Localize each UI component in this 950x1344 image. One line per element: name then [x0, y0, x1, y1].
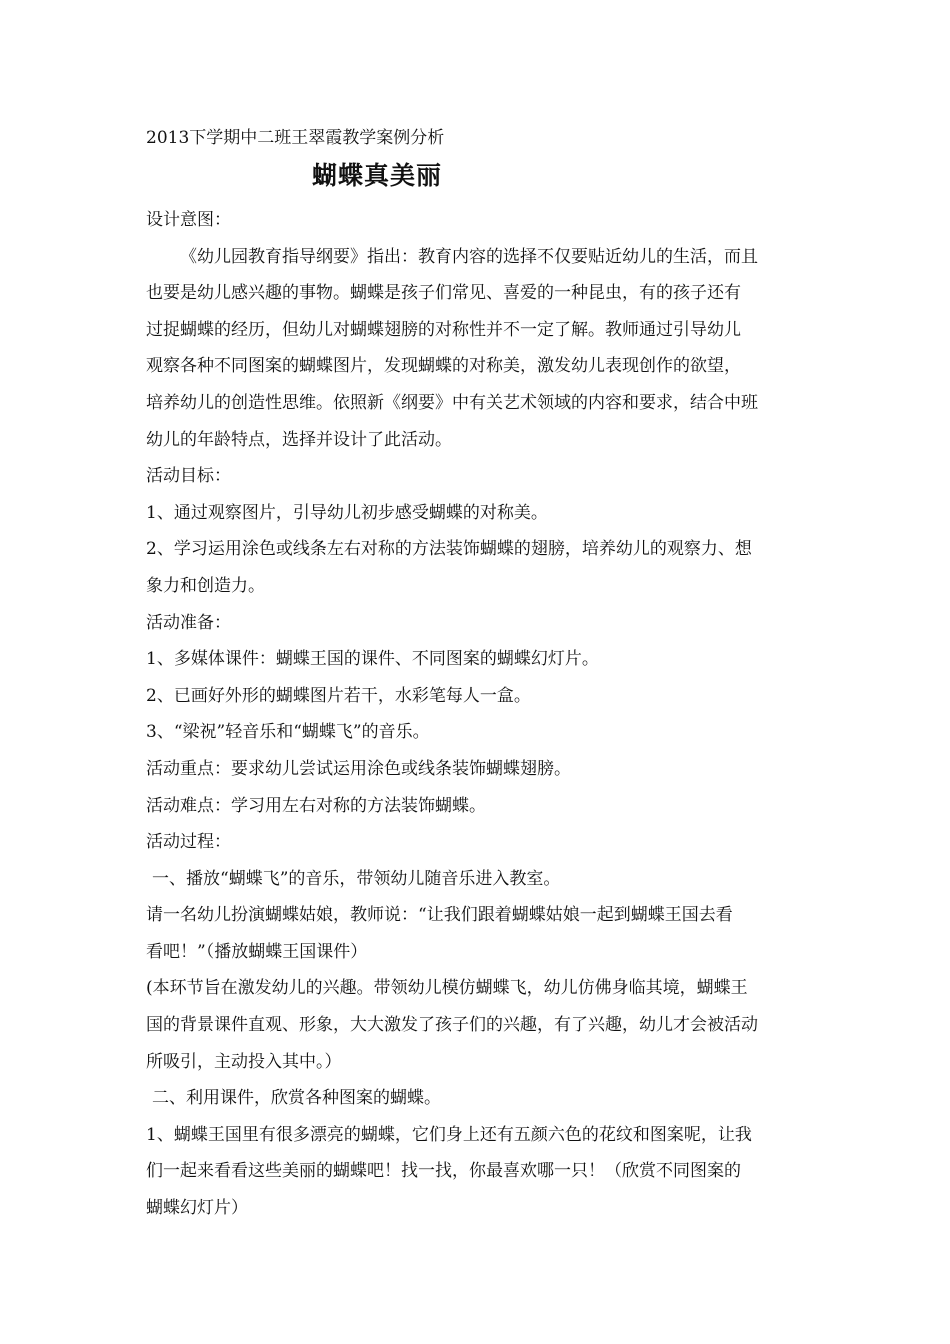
process-heading: 活动过程： [146, 832, 231, 853]
prep-heading: 活动准备： [146, 612, 231, 633]
difficulty: 活动难点：学习用左右对称的方法装饰蝴蝶。 [146, 795, 486, 816]
design-line: 培养幼儿的创造性思维。依照新《纲要》中有关艺术领域的内容和要求，结合中班 [146, 392, 758, 413]
step-2-line: 1、蝴蝶王国里有很多漂亮的蝴蝶，它们身上还有五颜六色的花纹和图案呢，让我 [146, 1124, 752, 1145]
prep-item: 3、“梁祝”轻音乐和“蝴蝶飞”的音乐。 [146, 722, 430, 743]
step-1-note: 所吸引，主动投入其中。） [146, 1051, 342, 1072]
goal-item: 1、通过观察图片，引导幼儿初步感受蝴蝶的对称美。 [146, 502, 548, 523]
step-2-line: 们一起来看看这些美丽的蝴蝶吧！找一找，你最喜欢哪一只！（欣赏不同图案的 [146, 1161, 741, 1182]
key-point: 活动重点：要求幼儿尝试运用涂色或线条装饰蝴蝶翅膀。 [146, 758, 571, 779]
document-title: 蝴蝶真美丽 [312, 161, 443, 190]
step-2-title: 二、利用课件，欣赏各种图案的蝴蝶。 [152, 1088, 441, 1109]
design-line: 过捉蝴蝶的经历，但幼儿对蝴蝶翅膀的对称性并不一定了解。教师通过引导幼儿 [146, 319, 741, 340]
document-page [146, 120, 810, 1227]
step-1-note: 国的背景课件直观、形象，大大激发了孩子们的兴趣，有了兴趣，幼儿才会被活动 [146, 1015, 758, 1036]
prep-item: 2、已画好外形的蝴蝶图片若干，水彩笔每人一盒。 [146, 685, 531, 706]
design-line: 《幼儿园教育指导纲要》指出：教育内容的选择不仅要贴近幼儿的生活，而且 [180, 246, 758, 267]
step-1-line: 看吧！”（播放蝴蝶王国课件） [146, 941, 368, 962]
goal-item-continued: 象力和创造力。 [146, 575, 265, 596]
step-1-note: (本环节旨在激发幼儿的兴趣。带领幼儿模仿蝴蝶飞，幼儿仿佛身临其境，蝴蝶王 [146, 978, 748, 999]
design-line: 也要是幼儿感兴趣的事物。蝴蝶是孩子们常见、喜爱的一种昆虫，有的孩子还有 [146, 283, 741, 304]
step-1-line: 请一名幼儿扮演蝴蝶姑娘，教师说：“让我们跟着蝴蝶姑娘一起到蝴蝶王国去看 [146, 905, 733, 926]
design-line: 观察各种不同图案的蝴蝶图片，发现蝴蝶的对称美，激发幼儿表现创作的欲望， [146, 356, 741, 377]
prep-item: 1、多媒体课件：蝴蝶王国的课件、不同图案的蝴蝶幻灯片。 [146, 649, 599, 670]
document-subtitle: 2013下学期中二班王翠霞教学案例分析 [146, 128, 445, 148]
design-line: 幼儿的年龄特点，选择并设计了此活动。 [146, 429, 452, 450]
goal-item: 2、学习运用涂色或线条左右对称的方法装饰蝴蝶的翅膀，培养幼儿的观察力、想 [146, 539, 752, 560]
design-heading: 设计意图： [146, 210, 231, 230]
goals-heading: 活动目标： [146, 466, 231, 487]
step-1-title: 一、播放“蝴蝶飞”的音乐，带领幼儿随音乐进入教室。 [152, 868, 561, 889]
step-2-line: 蝴蝶幻灯片） [146, 1198, 248, 1219]
